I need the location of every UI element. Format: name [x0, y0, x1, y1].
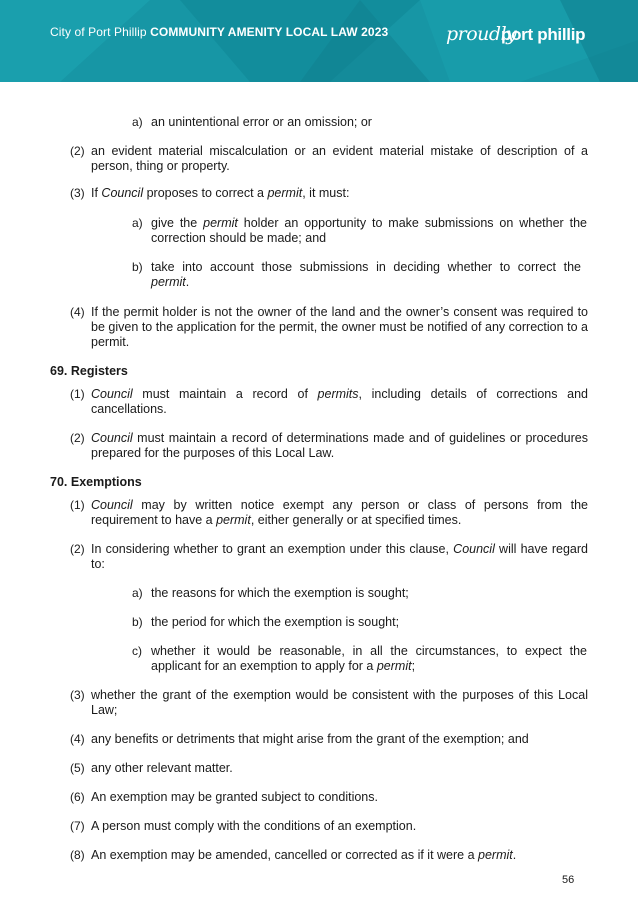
item-text: any benefits or detriments that might arise from the grant of the exemption; and [91, 732, 529, 746]
item-text: an unintentional error or an omission; or [151, 115, 372, 129]
item-text: the period for which the exemption is sought; [151, 615, 400, 629]
item-label: (3) [70, 186, 85, 200]
logo-wordmark: port phillip [501, 25, 586, 44]
item-label: c) [132, 644, 142, 658]
item-text: the reasons for which the exemption is sought; [151, 586, 409, 600]
item-text: In considering whether to grant an exemption under this clause, Council will have regard to: [91, 542, 589, 571]
item-text: An exemption may be granted subject to conditions. [91, 790, 378, 804]
item-text: If the permit holder is not the owner of the land and the owner’s consent was required to be given to the application for the permit, the owner must be notified of any correction to a permit. [91, 305, 588, 349]
item-label: (3) [70, 688, 85, 702]
item-label: b) [132, 615, 143, 629]
item-label: (1) [70, 498, 85, 512]
item-text: whether it would be reasonable, in all the circumstances, to expect the applicant for an exemption to apply for a permit; [151, 644, 587, 673]
section-title: Registers [70, 364, 128, 378]
logo-script: proudly [446, 23, 517, 45]
item-text: An exemption may be amended, cancelled or corrected as if it were a permit. [91, 848, 517, 862]
item-text: Council may by written notice exempt any person or class of persons from the requirement to have a permit, either generally or at specified times. [91, 498, 588, 527]
section-70-heading [50, 475, 142, 490]
item-text: Council must maintain a record of permits, including details of corrections and cancellations. [91, 387, 588, 416]
item-label: (4) [70, 305, 85, 319]
item-text: Council must maintain a record of determinations made and of guidelines or procedures prepared for the purposes of this Local Law. [91, 431, 588, 460]
item-label: b) [132, 260, 143, 274]
header-org: City of Port Phillip [50, 25, 147, 39]
section-69-heading [50, 364, 128, 379]
item-label: (6) [70, 790, 85, 804]
header-doc-title: COMMUNITY AMENITY LOCAL LAW 2023 [150, 25, 389, 39]
item-label: (4) [70, 732, 85, 746]
item-label: (2) [70, 542, 85, 556]
item-text: any other relevant matter. [91, 761, 233, 775]
item-label: a) [132, 115, 143, 129]
item-label: a) [132, 216, 143, 230]
section-number: 69. [50, 364, 68, 378]
item-text: an evident material miscalculation or an evident material mistake of description of a person, thing or property. [91, 144, 588, 173]
item-label: (5) [70, 761, 85, 775]
item-label: (2) [70, 431, 85, 445]
item-text: give the permit holder an opportunity to make submissions on whether the correction should be made; and [151, 216, 587, 245]
item-label: (2) [70, 144, 85, 158]
item-label: (7) [70, 819, 85, 833]
item-label: (1) [70, 387, 85, 401]
item-text: If Council proposes to correct a permit, it must: [91, 186, 350, 200]
page-number: 56 [562, 874, 575, 886]
item-text: take into account those submissions in deciding whether to correct the permit. [151, 260, 581, 289]
item-text: whether the grant of the exemption would be consistent with the purposes of this Local Law; [91, 688, 588, 717]
section-number: 70. [50, 475, 68, 489]
section-title: Exemptions [70, 475, 142, 489]
item-label: (8) [70, 848, 85, 862]
item-label: a) [132, 586, 143, 600]
item-text: A person must comply with the conditions of an exemption. [91, 819, 417, 833]
